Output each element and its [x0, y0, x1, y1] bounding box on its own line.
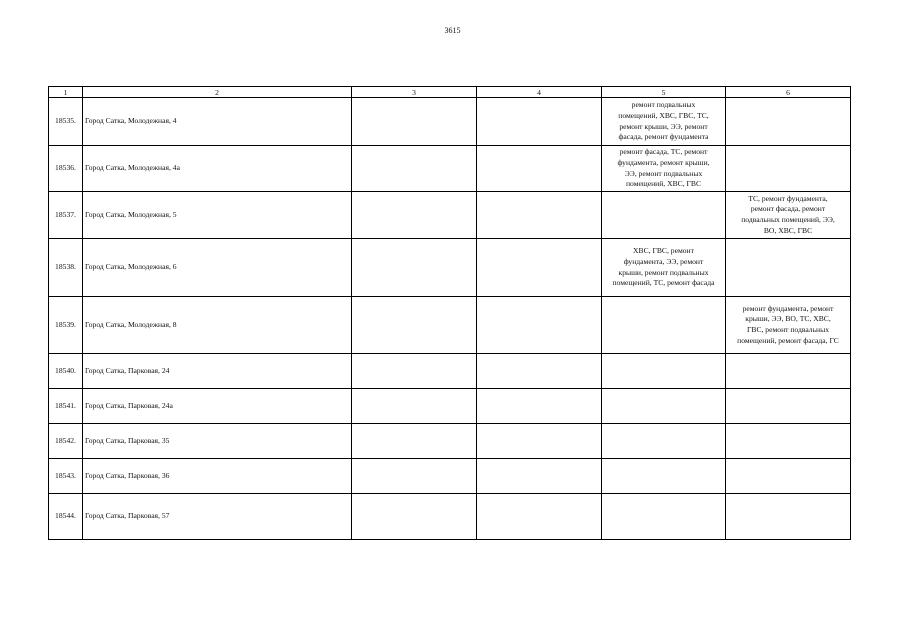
address-cell: Город Сатка, Парковая, 36: [83, 459, 352, 494]
table-row: [49, 459, 851, 494]
table-row: [49, 424, 851, 459]
table-row: [49, 239, 851, 297]
table-row: [49, 494, 851, 540]
column-4-cell: [477, 459, 602, 494]
works-line: помещений, ТС, ремонт фасада: [612, 278, 715, 288]
column-3-cell: [352, 146, 477, 192]
table-row: [49, 389, 851, 424]
column-4-cell: [477, 98, 602, 146]
works-cell-5: [602, 424, 726, 459]
address-cell: Город Сатка, Парковая, 35: [83, 424, 352, 459]
address-cell: Город Сатка, Молодежная, 5: [83, 192, 352, 239]
row-number: 18535.: [49, 98, 83, 146]
works-cell-5: [602, 389, 726, 424]
address-cell: Город Сатка, Парковая, 57: [83, 494, 352, 540]
works-cell-5: [602, 459, 726, 494]
address-cell: Город Сатка, Парковая, 24а: [83, 389, 352, 424]
works-line: ремонт крыши, ЭЭ, ремонт: [619, 121, 708, 131]
works-cell-5: [602, 354, 726, 389]
column-3-cell: [352, 459, 477, 494]
column-4-cell: [477, 354, 602, 389]
works-line: фасада, ремонт фундамента: [618, 132, 709, 142]
works-line: ремонт фундамента, ремонт: [742, 303, 834, 313]
page-number: 3615: [444, 26, 461, 35]
row-number: 18538.: [49, 239, 83, 297]
works-line: ХВС, ГВС, ремонт: [633, 246, 694, 256]
works-cell-6: [726, 146, 851, 192]
works-line: ВО, ХВС, ГВС: [763, 225, 813, 235]
works-cell-6: [726, 192, 851, 239]
works-line: ТС, ремонт фундамента,: [748, 193, 828, 203]
works-cell-6: [726, 459, 851, 494]
table-row: [49, 98, 851, 146]
works-line: ЭЭ, ремонт подвальных: [624, 168, 703, 178]
column-3-cell: [352, 494, 477, 540]
works-line: ГВС, ремонт подвальных: [746, 325, 829, 334]
column-4-cell: [477, 146, 602, 192]
table-row: [49, 192, 851, 239]
column-4-cell: [477, 192, 602, 239]
works-cell-6: [726, 354, 851, 389]
column-4-cell: [477, 297, 602, 354]
column-3-cell: [352, 239, 477, 297]
works-cell-5: [602, 192, 726, 239]
header-row: [49, 87, 851, 98]
works-line: ремонт фасада, ТС, ремонт: [619, 147, 708, 157]
works-line: ремонт подвальных: [631, 100, 696, 110]
works-cell-5: [602, 146, 726, 192]
row-number: 18536.: [49, 146, 83, 192]
column-4-cell: [477, 239, 602, 297]
row-number: 18540.: [49, 354, 83, 389]
works-cell-5: [602, 239, 726, 297]
col-header-3: 3: [352, 87, 477, 98]
works-cell-6: [726, 494, 851, 540]
col-header-5: 5: [602, 87, 726, 98]
row-number: 18541.: [49, 389, 83, 424]
col-header-1: 1: [49, 87, 83, 98]
address-cell: Город Сатка, Молодежная, 4: [83, 98, 352, 146]
table-row: [49, 297, 851, 354]
works-line: крыши, ремонт подвальных: [618, 267, 709, 277]
address-cell: Город Сатка, Парковая, 24: [83, 354, 352, 389]
row-number: 18543.: [49, 459, 83, 494]
col-header-2: 2: [83, 87, 352, 98]
works-line: помещений, ХВС, ГВС: [625, 179, 702, 189]
column-4-cell: [477, 494, 602, 540]
works-cell-6: [726, 98, 851, 146]
row-number: 18539.: [49, 297, 83, 354]
data-table: [48, 86, 851, 540]
works-line: крыши, ЭЭ, ВО, ТС, ХВС,: [745, 314, 831, 324]
column-3-cell: [352, 424, 477, 459]
column-3-cell: [352, 297, 477, 354]
works-line: помещений, ХВС, ГВС, ТС,: [618, 110, 709, 120]
works-line: фундамента, ЭЭ, ремонт: [623, 256, 704, 266]
row-number: 18544.: [49, 494, 83, 540]
works-cell-5: [602, 494, 726, 540]
column-4-cell: [477, 424, 602, 459]
row-number: 18537.: [49, 192, 83, 239]
address-cell: Город Сатка, Молодежная, 6: [83, 239, 352, 297]
works-line: ремонт фасада, ремонт: [750, 204, 826, 214]
column-4-cell: [477, 389, 602, 424]
address-cell: Город Сатка, Молодежная, 8: [83, 297, 352, 354]
works-cell-6: [726, 297, 851, 354]
works-cell-6: [726, 424, 851, 459]
table-row: [49, 146, 851, 192]
address-cell: Город Сатка, Молодежная, 4а: [83, 146, 352, 192]
works-line: подвальных помещений, ЭЭ,: [741, 215, 835, 224]
column-3-cell: [352, 389, 477, 424]
col-header-4: 4: [477, 87, 602, 98]
works-cell-5: [602, 297, 726, 354]
works-line: фундамента, ремонт крыши,: [617, 157, 710, 167]
works-cell-5: [602, 98, 726, 146]
works-line: помещений, ремонт фасада, ГС: [737, 335, 839, 345]
table-row: [49, 354, 851, 389]
works-cell-6: [726, 239, 851, 297]
col-header-6: 6: [726, 87, 851, 98]
column-3-cell: [352, 354, 477, 389]
column-3-cell: [352, 98, 477, 146]
works-cell-6: [726, 389, 851, 424]
row-number: 18542.: [49, 424, 83, 459]
column-3-cell: [352, 192, 477, 239]
